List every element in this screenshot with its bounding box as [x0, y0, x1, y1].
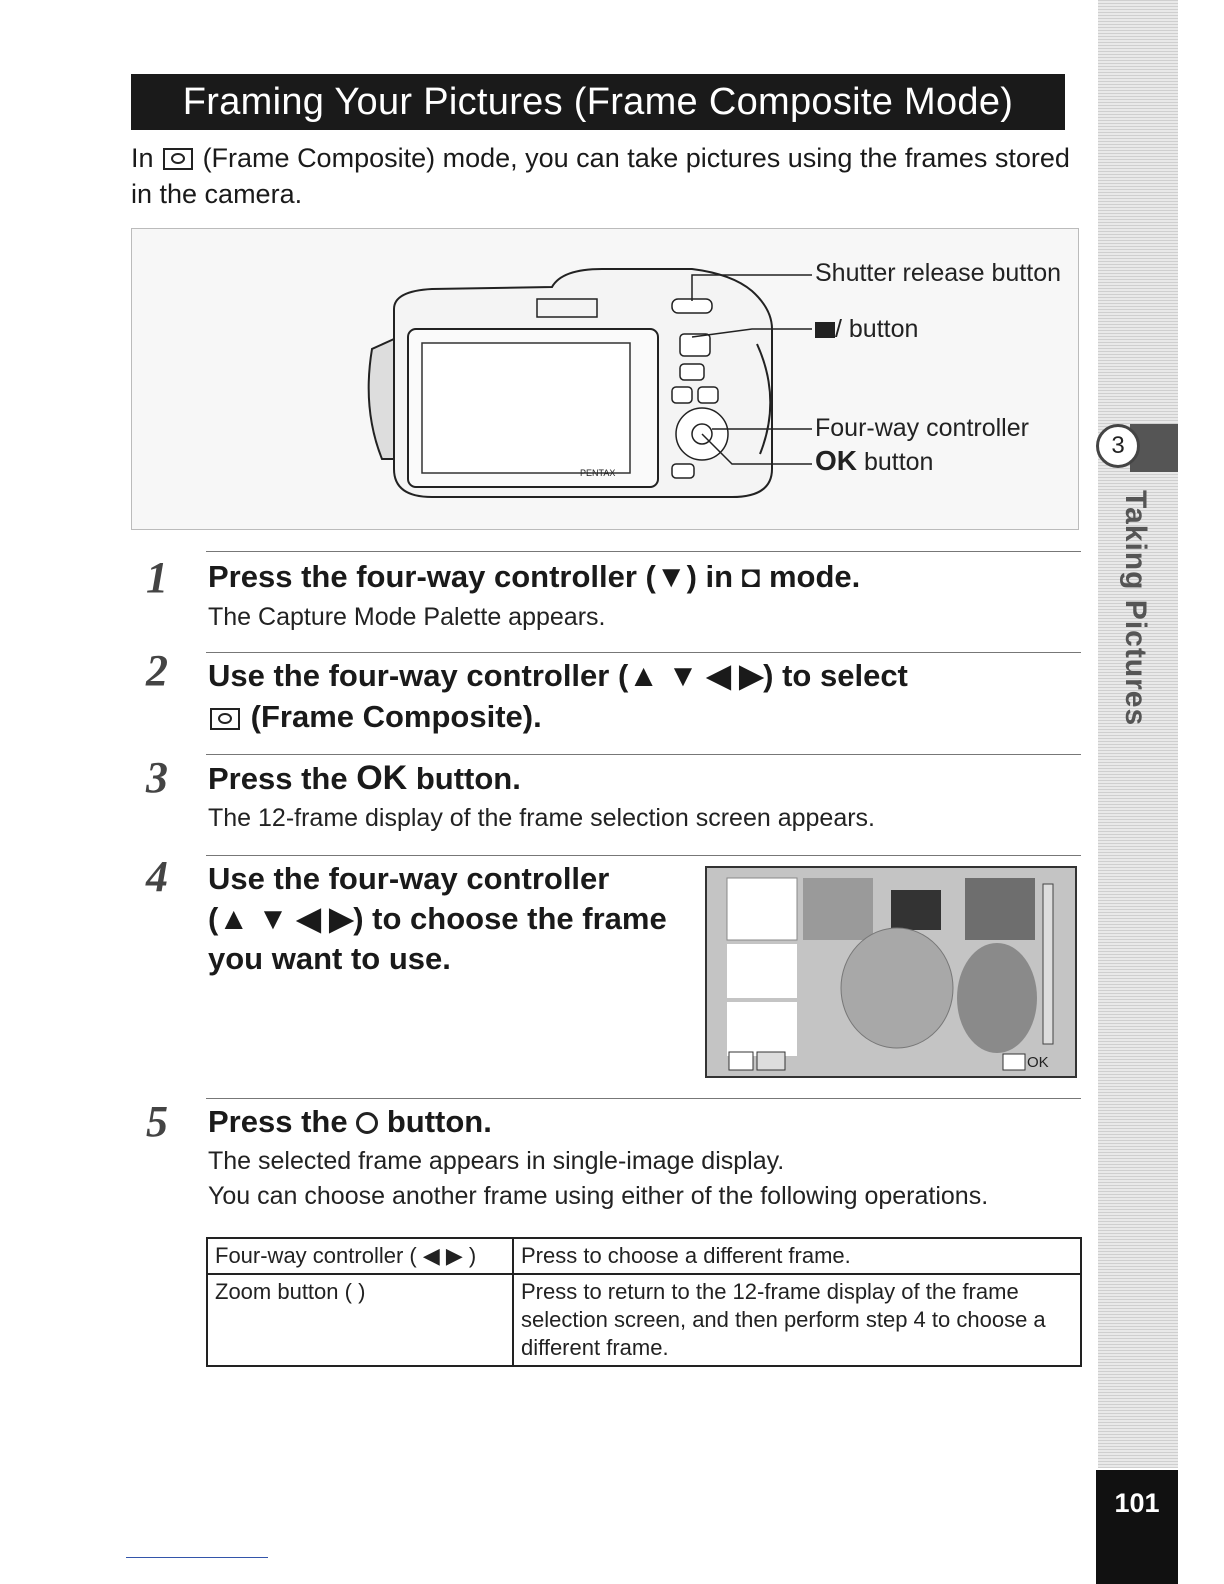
step-4-heading-line3: you want to use. — [208, 941, 451, 976]
page-title-banner — [131, 74, 1065, 130]
callout-four-way: Four-way controller — [815, 414, 1029, 442]
camera-brand: PENTAX — [580, 468, 616, 478]
step-number: 4 — [146, 852, 168, 901]
step-4-heading-line1: Use the four-way controller — [208, 861, 610, 896]
step-3-heading — [208, 758, 521, 799]
step-5-heading — [208, 1101, 492, 1142]
callout-shutter: Shutter release button — [815, 259, 1061, 287]
step-1-heading: Press the four-way controller (▼) in ◘ mode. — [208, 559, 861, 594]
camera-figure — [131, 228, 1079, 530]
step-number: 3 — [146, 753, 168, 802]
ok-label: OK — [356, 759, 408, 797]
step-1-desc: The Capture Mode Palette appears. — [208, 603, 606, 631]
chapter-side-tab — [1098, 0, 1178, 1468]
operations-table — [206, 1237, 1082, 1367]
table-cell-effect: Press to choose a different frame. — [513, 1238, 1081, 1274]
footer-rule — [126, 1557, 268, 1558]
step-5-desc2: You can choose another frame using either of the following operations. — [208, 1182, 989, 1210]
step-number: 5 — [146, 1097, 168, 1146]
grid-icon — [815, 322, 835, 338]
step-4-heading-line2: (▲ ▼ ◀ ▶) to choose the frame — [208, 901, 667, 936]
page-number: 101 — [1114, 1488, 1160, 1518]
step-5-desc1: The selected frame appears in single-image display. — [208, 1147, 785, 1175]
step-divider — [206, 1098, 1081, 1099]
step-number: 2 — [146, 646, 168, 695]
step-5-head-after: button. — [386, 1104, 492, 1139]
intro-paragraph — [131, 140, 1081, 212]
magnifier-icon — [356, 1112, 378, 1134]
step-3-head-before: Press the — [208, 761, 348, 796]
table-cell-op: Four-way controller ( ◀ ▶ ) — [207, 1238, 513, 1274]
chapter-label: Taking Pictures — [1119, 490, 1152, 727]
page-title: Framing Your Pictures (Frame Composite Mode) — [182, 80, 1014, 123]
callout-ok-label: OK — [815, 445, 857, 476]
step-5-head-before: Press the — [208, 1104, 348, 1139]
table-row — [207, 1274, 1081, 1366]
chapter-number: 3 — [1096, 424, 1140, 468]
callout-zoom-text: / button — [835, 315, 919, 343]
intro-after: (Frame Composite) mode, you can take pictures using the frames stored in the camera. — [131, 143, 1070, 209]
page-number-box — [1096, 1470, 1178, 1584]
callout-zoom — [815, 315, 918, 344]
step-3-head-after: button. — [415, 761, 521, 796]
frame-thumbnails — [707, 868, 1075, 1076]
step-divider — [206, 855, 1081, 856]
step-2-heading-line2 — [208, 696, 542, 737]
callout-ok-rest: button — [863, 448, 934, 476]
frame-composite-icon — [210, 708, 240, 730]
table-cell-effect: Press to return to the 12-frame display of the frame selection screen, and then perform step 4 to choose a different frame. — [513, 1274, 1081, 1366]
step-2-heading: Use the four-way controller (▲ ▼ ◀ ▶) to select — [208, 658, 908, 693]
step-divider — [206, 652, 1081, 653]
screen-ok-label: OK — [1027, 1054, 1049, 1071]
table-row — [207, 1238, 1081, 1274]
step-divider — [206, 754, 1081, 755]
frame-selection-screen — [705, 866, 1077, 1078]
intro-before: In — [131, 143, 154, 173]
step-divider — [206, 551, 1081, 552]
step-2-heading-text: (Frame Composite). — [250, 699, 542, 734]
frame-composite-icon — [163, 148, 193, 170]
callout-ok — [815, 445, 933, 477]
step-3-desc: The 12-frame display of the frame selection screen appears. — [208, 804, 876, 832]
table-cell-op: Zoom button ( ) — [207, 1274, 513, 1366]
step-number: 1 — [146, 553, 168, 602]
